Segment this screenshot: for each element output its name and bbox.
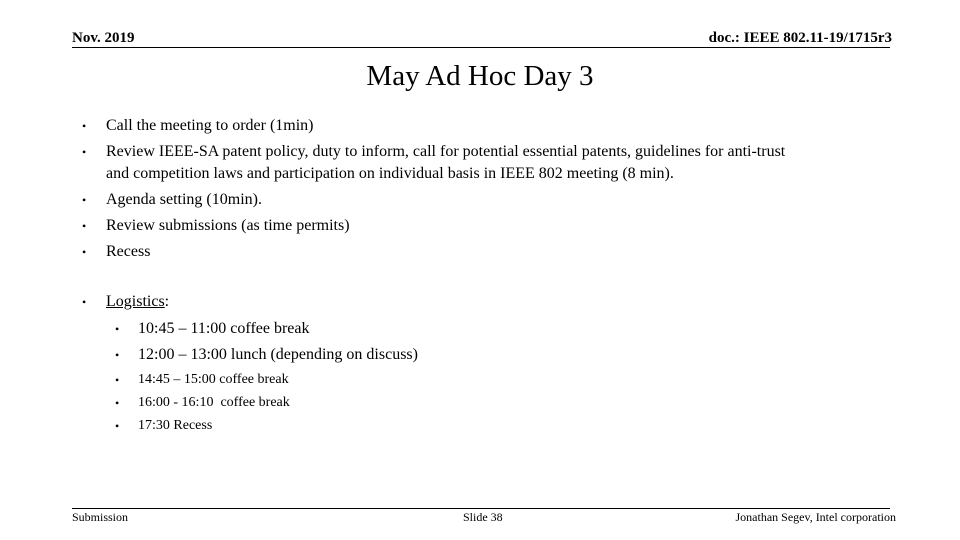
footer-divider [72,508,890,509]
header-date: Nov. 2019 [72,30,135,46]
bullet-icon: • [115,373,120,387]
bullet-icon: • [82,193,87,207]
logistics-colon: : [164,293,170,310]
bullet-icon: • [82,119,87,133]
bullet-icon: • [82,145,87,159]
agenda-item-text: Recess [106,243,151,260]
bullet-icon: • [115,419,120,433]
logistics-item-text: 14:45 – 15:00 coffee break [138,372,289,387]
slide-title: May Ad Hoc Day 3 [366,60,594,92]
logistics-item-text: 10:45 – 11:00 coffee break [138,320,310,337]
bullet-icon: • [82,219,87,233]
logistics-item-text: 17:30 Recess [138,418,213,433]
logistics-label-wrap [106,291,896,313]
bullet-icon: • [115,396,120,410]
bullet-icon: • [115,322,120,336]
header-doc-number: doc.: IEEE 802.11-19/1715r3 [708,30,892,46]
header-divider [72,47,890,48]
logistics-item-text: 16:00 - 16:10 coffee break [138,395,290,410]
footer-slide-number: Slide 38 [463,510,503,524]
agenda-item-text: Review IEEE-SA patent policy, duty to inform, call for potential essential patents, guidelines for anti-trust [106,143,786,160]
bullet-icon: • [82,295,87,309]
bullet-icon: • [115,348,120,362]
agenda-item-text: Agenda setting (10min). [106,191,262,208]
bullet-icon: • [82,245,87,259]
footer-author: Jonathan Segev, Intel corporation [735,510,896,524]
agenda-item-text: Review submissions (as time permits) [106,217,350,234]
logistics-item-text: 12:00 – 13:00 lunch (depending on discuss) [138,346,418,363]
agenda-item-text: and competition laws and participation on individual basis in IEEE 802 meeting (8 min). [106,165,674,182]
logistics-label: Logistics [106,293,165,310]
footer-submission: Submission [72,510,129,524]
agenda-item-text: Call the meeting to order (1min) [106,117,314,134]
